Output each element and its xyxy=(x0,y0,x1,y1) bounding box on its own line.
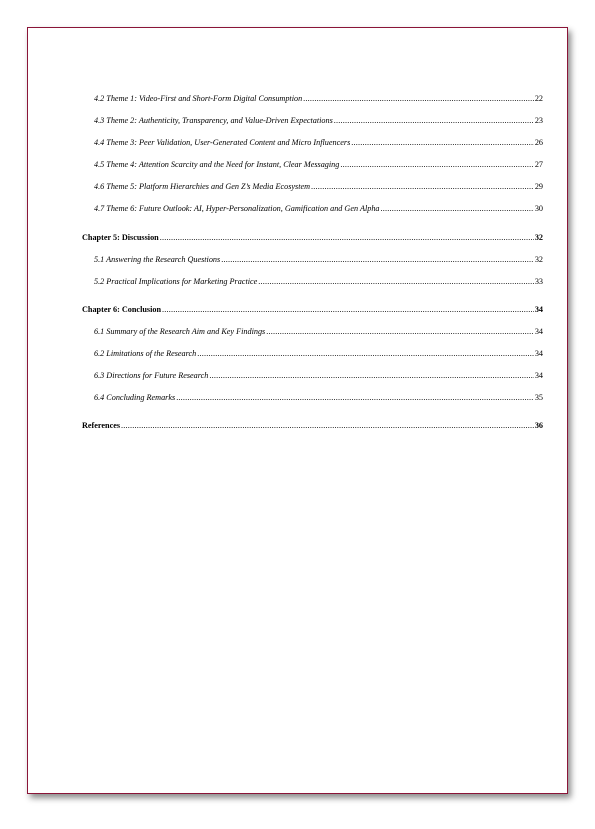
toc-references[interactable] xyxy=(82,421,543,431)
dot-leader xyxy=(162,305,534,315)
toc-entry-label: 6.4 Concluding Remarks xyxy=(94,393,176,402)
dot-leader xyxy=(121,421,534,431)
toc-page-number: 35 xyxy=(534,393,543,402)
toc-page-number: 34 xyxy=(534,327,543,336)
toc-page-number: 34 xyxy=(534,371,543,380)
toc-entry-5-2[interactable] xyxy=(94,277,543,287)
dot-leader xyxy=(381,204,534,214)
dot-leader xyxy=(258,277,534,287)
toc-chapter-label: References xyxy=(82,421,121,430)
toc-entry-4-6[interactable] xyxy=(94,182,543,192)
toc-page-number: 30 xyxy=(534,204,543,213)
toc-page-number: 34 xyxy=(534,349,543,358)
toc-page-number: 26 xyxy=(534,138,543,147)
dot-leader xyxy=(303,94,534,104)
toc-chapter-label: Chapter 5: Discussion xyxy=(82,233,159,242)
toc-entry-label: 5.2 Practical Implications for Marketing Practice xyxy=(94,277,258,286)
toc-entry-4-3[interactable] xyxy=(94,116,543,126)
toc-chapter-5[interactable] xyxy=(82,233,543,243)
toc-entry-label: 6.2 Limitations of the Research xyxy=(94,349,197,358)
toc-page-number: 36 xyxy=(534,421,543,430)
toc-entry-label: 6.3 Directions for Future Research xyxy=(94,371,209,380)
toc-page-number: 33 xyxy=(534,277,543,286)
dot-leader xyxy=(340,160,533,170)
toc-page-number: 22 xyxy=(534,94,543,103)
toc-entry-4-5[interactable] xyxy=(94,160,543,170)
dot-leader xyxy=(311,182,534,192)
dot-leader xyxy=(176,393,534,403)
toc-page-number: 32 xyxy=(534,255,543,264)
toc-entry-label: 4.4 Theme 3: Peer Validation, User-Generated Content and Micro Influencers xyxy=(94,138,351,147)
toc-entry-4-2[interactable] xyxy=(94,94,543,104)
dot-leader xyxy=(266,327,534,337)
toc-entry-label: 4.3 Theme 2: Authenticity, Transparency, and Value-Driven Expectations xyxy=(94,116,333,125)
toc-entry-5-1[interactable] xyxy=(94,255,543,265)
dot-leader xyxy=(160,233,534,243)
toc-entry-label: 4.6 Theme 5: Platform Hierarchies and Gen Z’s Media Ecosystem xyxy=(94,182,311,191)
toc-entry-6-1[interactable] xyxy=(94,327,543,337)
dot-leader xyxy=(334,116,534,126)
dot-leader xyxy=(351,138,534,148)
toc-page-number: 29 xyxy=(534,182,543,191)
toc-entry-label: 4.7 Theme 6: Future Outlook: AI, Hyper-Personalization, Gamification and Gen Alpha xyxy=(94,204,380,213)
toc-entry-6-2[interactable] xyxy=(94,349,543,359)
toc-entry-label: 6.1 Summary of the Research Aim and Key Findings xyxy=(94,327,266,336)
toc-entry-4-7[interactable] xyxy=(94,204,543,214)
toc-entry-6-4[interactable] xyxy=(94,393,543,403)
dot-leader xyxy=(197,349,534,359)
toc-entry-label: 4.2 Theme 1: Video-First and Short-Form Digital Consumption xyxy=(94,94,303,103)
toc-entry-6-3[interactable] xyxy=(94,371,543,381)
toc-page-number: 34 xyxy=(534,305,543,314)
document-page xyxy=(27,27,568,794)
toc-entry-label: 5.1 Answering the Research Questions xyxy=(94,255,221,264)
dot-leader xyxy=(209,371,533,381)
toc-page-number: 23 xyxy=(534,116,543,125)
toc-chapter-label: Chapter 6: Conclusion xyxy=(82,305,162,314)
toc-page-number: 32 xyxy=(534,233,543,242)
dot-leader xyxy=(221,255,534,265)
toc-entry-4-4[interactable] xyxy=(94,138,543,148)
toc-entry-label: 4.5 Theme 4: Attention Scarcity and the Need for Instant, Clear Messaging xyxy=(94,160,340,169)
toc-chapter-6[interactable] xyxy=(82,305,543,315)
toc-page-number: 27 xyxy=(534,160,543,169)
